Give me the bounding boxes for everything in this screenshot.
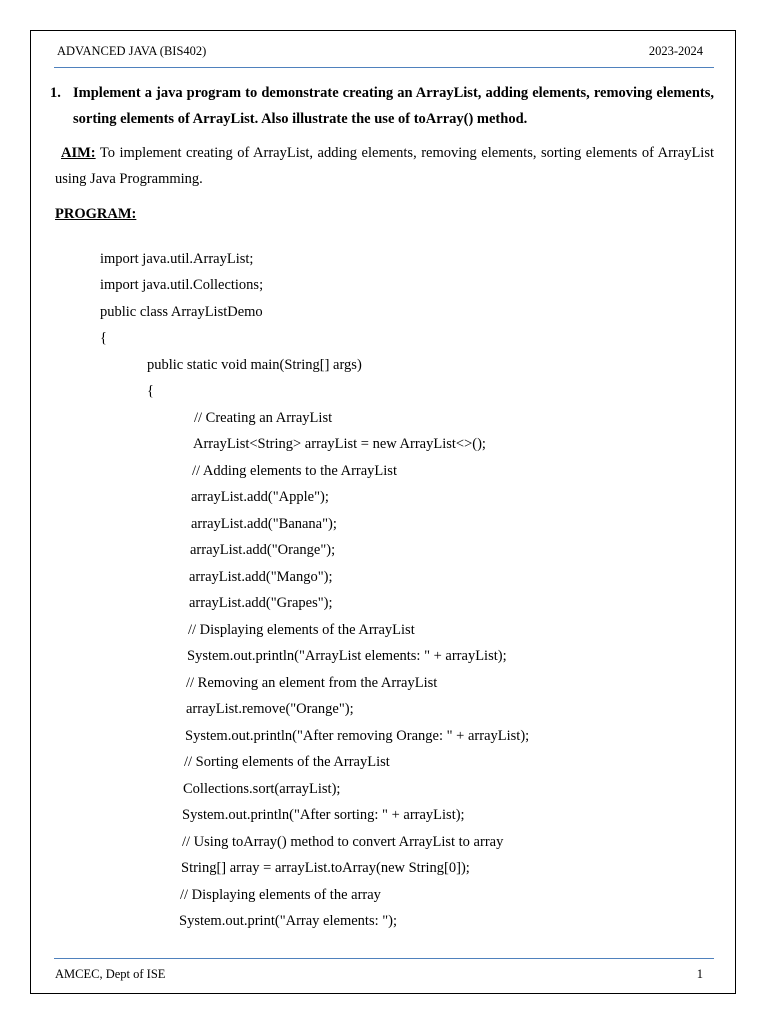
code-line: arrayList.add("Banana");: [191, 516, 337, 532]
question-text: Implement a java program to demonstrate creating an ArrayList, adding elements, removing elements, sorting elements of ArrayList. Also illustrate the use of toArray() method.: [73, 85, 714, 127]
code-line: arrayList.add("Grapes");: [189, 595, 333, 611]
code-line: public static void main(String[] args): [147, 357, 362, 373]
footer-department: AMCEC, Dept of ISE: [55, 967, 166, 981]
code-line: // Displaying elements of the array: [180, 887, 381, 903]
aim-label: AIM:: [61, 145, 96, 161]
code-line: // Using toArray() method to convert ArrayList to array: [182, 834, 504, 850]
code-line: Collections.sort(arrayList);: [183, 781, 341, 797]
code-line: arrayList.add("Orange");: [190, 542, 336, 558]
code-line: // Sorting elements of the ArrayList: [184, 754, 390, 770]
code-line: System.out.println("ArrayList elements: " + arrayList);: [187, 648, 507, 664]
code-line: arrayList.add("Mango");: [189, 569, 333, 585]
question-number: 1.: [50, 85, 61, 101]
code-line: import java.util.ArrayList;: [100, 251, 254, 267]
code-line: System.out.println("After removing Orange: " + arrayList);: [185, 728, 530, 744]
code-line: // Adding elements to the ArrayList: [192, 463, 397, 479]
code-line: {: [100, 330, 107, 346]
code-line: // Displaying elements of the ArrayList: [188, 622, 415, 638]
code-line: String[] array = arrayList.toArray(new String[0]);: [181, 860, 470, 876]
code-line: ArrayList<String> arrayList = new ArrayList<>();: [193, 436, 486, 452]
question: [50, 80, 714, 132]
header-course: ADVANCED JAVA (BIS402): [57, 44, 207, 58]
aim-text: To implement creating of ArrayList, adding elements, removing elements, sorting elements of ArrayList using Java Programming.: [55, 145, 714, 187]
code-line: // Removing an element from the ArrayList: [186, 675, 438, 691]
header-rule: [54, 67, 714, 68]
code-line: System.out.print("Array elements: ");: [179, 913, 398, 929]
footer-page-number: 1: [696, 967, 703, 981]
header-year: 2023-2024: [648, 44, 703, 58]
code-line: arrayList.remove("Orange");: [186, 701, 354, 717]
code-line: {: [147, 383, 154, 399]
footer-rule: [54, 958, 714, 959]
code-line: arrayList.add("Apple");: [191, 489, 329, 505]
aim-paragraph: [55, 140, 714, 192]
code-line: // Creating an ArrayList: [194, 410, 333, 426]
program-heading: PROGRAM:: [55, 206, 137, 222]
code-line: public class ArrayListDemo: [100, 304, 263, 320]
code-line: System.out.println("After sorting: " + arrayList);: [182, 807, 465, 823]
code-line: import java.util.Collections;: [100, 277, 264, 293]
